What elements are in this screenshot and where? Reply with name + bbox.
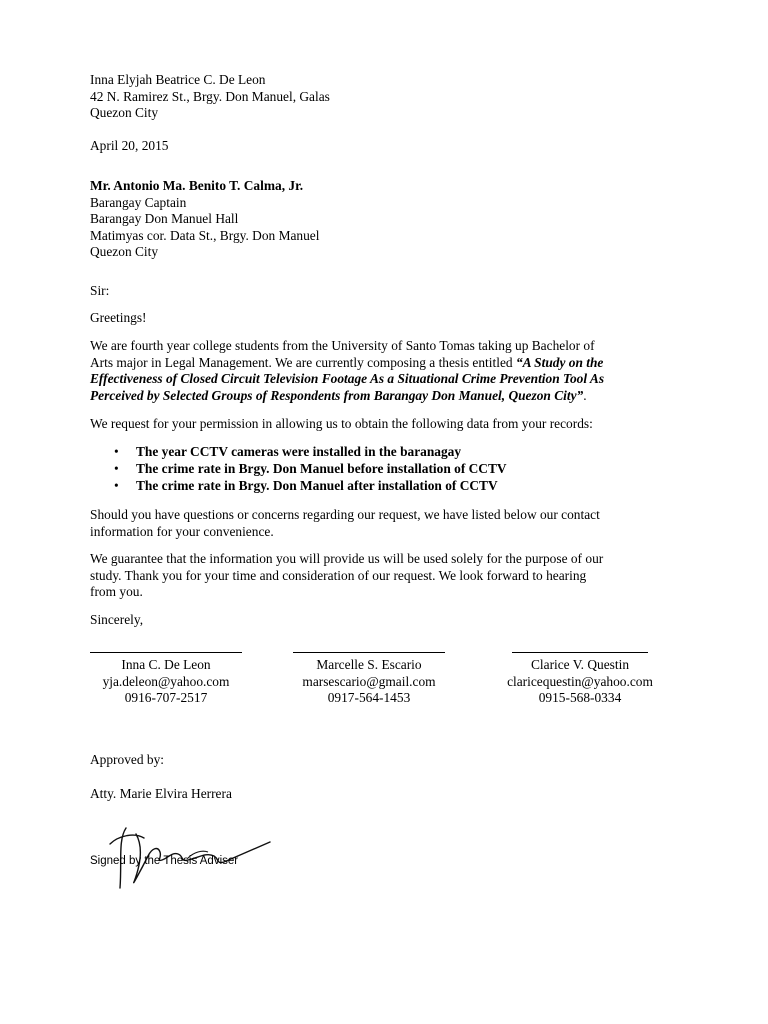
approved-by-label: Approved by: [90, 752, 165, 767]
requested-data-list [90, 444, 507, 495]
signatory-name: Marcelle S. Escario [316, 657, 422, 672]
signatory-block [498, 642, 662, 707]
sender-street: 42 N. Ramirez St., Brgy. Don Manuel, Galas [90, 88, 330, 104]
recipient-name: Mr. Antonio Ma. Benito T. Calma, Jr. [90, 178, 304, 193]
signatory-phone: 0917-564-1453 [327, 690, 411, 706]
recipient-city: Quezon City [90, 244, 159, 260]
signatory-block [290, 642, 448, 707]
signature-line [90, 642, 242, 653]
signed-by-caption: Signed by the Thesis Adviser [90, 855, 239, 867]
letter-date: April 20, 2015 [90, 138, 169, 153]
signatory-name: Clarice V. Questin [530, 657, 630, 672]
list-item: • The year CCTV cameras were installed in the baranagay [114, 444, 462, 459]
guarantee-paragraph: We guarantee that the information you will provide us will be used solely for the purpose of our study. Thank you for your time and consideration of our request. We look forward to hearing from you. [90, 551, 604, 600]
signatory-phone: 0916-707-2517 [124, 690, 208, 706]
closing: Sincerely, [90, 612, 144, 627]
recipient-street: Matimyas cor. Data St., Brgy. Don Manuel [90, 227, 320, 243]
list-item: • The crime rate in Brgy. Don Manuel before installation of CCTV [114, 461, 507, 476]
signatory-email: marsescario@gmail.com [302, 673, 436, 689]
thesis-title-start: “A Study on the [515, 354, 604, 370]
thesis-title-line: Effectiveness of Closed Circuit Television Footage As a Situational Crime Prevention Tool As [90, 371, 605, 387]
salutation: Sir: [90, 283, 110, 298]
sender-name: Inna Elyjah Beatrice C. De Leon [90, 72, 266, 87]
intro-paragraph: We are fourth year college students from the University of Santo Tomas taking up Bachelor of Arts major in Legal Management. We are currently composing a thesis entitled “A Study on the Effectiveness of Closed Circuit Television Footage As a Situational Crime Prevention Tool As Perceived by Selected Groups of Respondents from Barangay Don Manuel, Quezon City”. [90, 338, 690, 404]
list-item: • The crime rate in Brgy. Don Manuel after installation of CCTV [114, 478, 498, 493]
recipient-office: Barangay Don Manuel Hall [90, 211, 239, 227]
signature-line [293, 642, 445, 653]
signature-line [512, 642, 648, 653]
request-paragraph: We request for your permission in allowing us to obtain the following data from your records: [90, 416, 593, 431]
sender-city: Quezon City [90, 105, 159, 121]
signatory-block [90, 642, 242, 707]
thesis-title-end: Perceived by Selected Groups of Respondents from Barangay Don Manuel, Quezon City” [90, 387, 584, 403]
questions-paragraph: Should you have questions or concerns regarding our request, we have listed below our contact information for your convenience. [90, 507, 600, 539]
signatory-email: yja.deleon@yahoo.com [102, 673, 230, 689]
recipient-title: Barangay Captain [90, 194, 187, 210]
adviser-name: Atty. Marie Elvira Herrera [90, 786, 232, 801]
signatory-email: claricequestin@yahoo.com [507, 673, 653, 689]
signatory-phone: 0915-568-0334 [538, 690, 622, 706]
recipient-address [90, 178, 690, 261]
sender-address [90, 72, 690, 122]
greeting: Greetings! [90, 310, 147, 325]
signatory-name: Inna C. De Leon [121, 657, 211, 672]
